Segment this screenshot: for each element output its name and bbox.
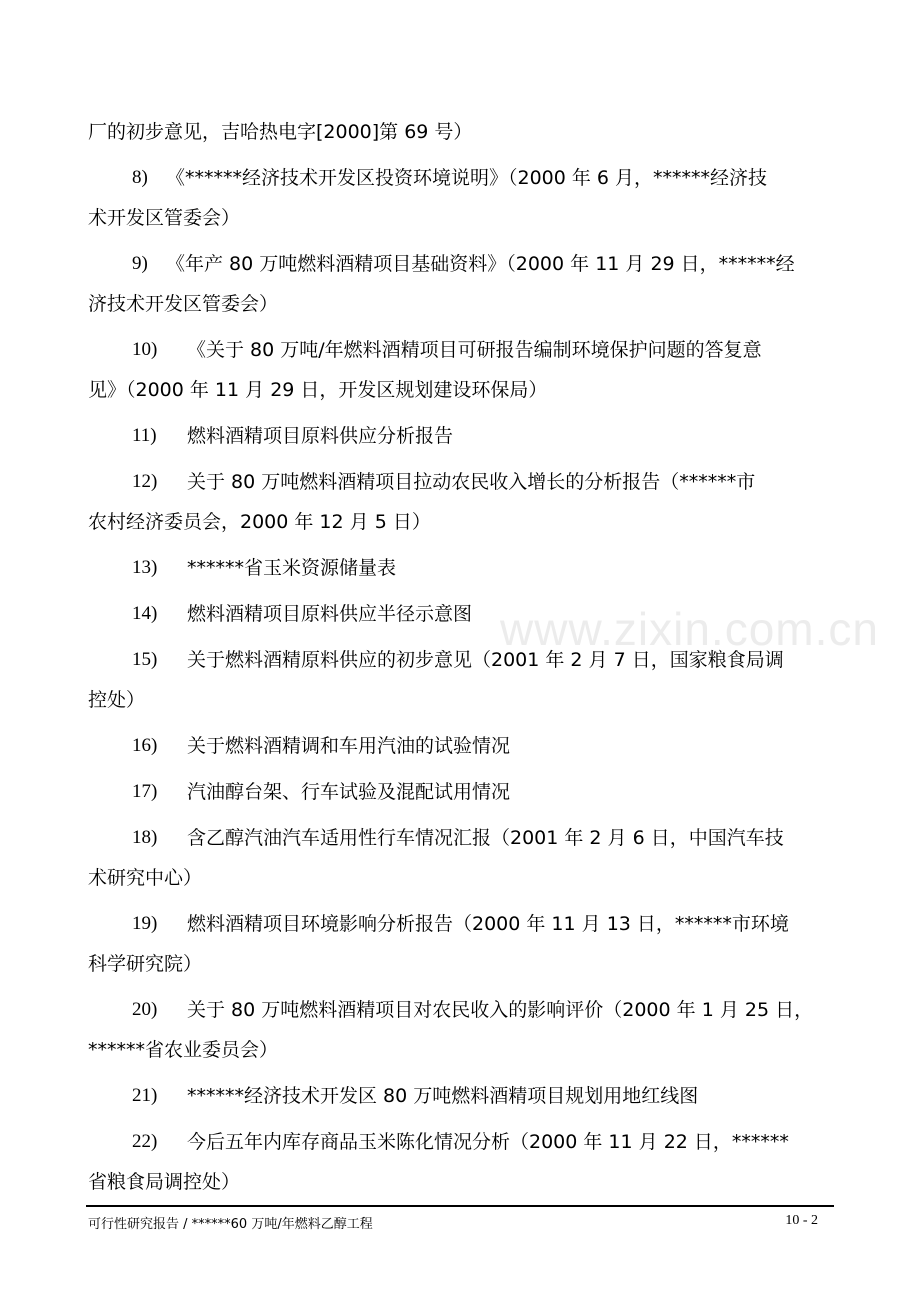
list-item-text: ******省玉米资源储量表 — [187, 557, 397, 579]
list-item-first-line — [88, 726, 836, 766]
list-item — [88, 462, 836, 542]
list-item — [88, 990, 836, 1070]
list-item-number: 10) — [132, 339, 158, 360]
list-item-text: 关于燃料酒精原料供应的初步意见（2001 年 2 月 7 日，国家粮食局调 — [187, 649, 784, 671]
list-item-text: 《关于 80 万吨/年燃料酒精项目可研报告编制环境保护问题的答复意 — [187, 339, 762, 361]
list-item-first-line — [88, 594, 836, 634]
list-item-number: 16) — [132, 735, 158, 756]
list-item-number: 9) — [132, 253, 148, 274]
list-item-number: 19) — [132, 913, 158, 934]
list-item-text: 燃料酒精项目原料供应半径示意图 — [187, 603, 473, 625]
footer-page-number: 10 - 2 — [785, 1213, 818, 1228]
list-item-first-line — [88, 548, 836, 588]
list-item-text: 汽油醇台架、行车试验及混配试用情况 — [187, 781, 511, 803]
list-item-text: 《年产 80 万吨燃料酒精项目基础资料》（2000 年 11 月 29 日，******经 — [166, 253, 795, 275]
list-item-text: 关于 80 万吨燃料酒精项目对农民收入的影响评价（2000 年 1 月 25 日， — [187, 999, 814, 1021]
list-item-continuation: 控处） — [88, 689, 146, 711]
list-item-number: 14) — [132, 603, 158, 624]
list-item — [88, 330, 836, 410]
footer-document-title: 可行性研究报告 / ******60 万吨/年燃料乙醇工程 — [88, 1217, 373, 1232]
list-item-continuation: 农村经济委员会，2000 年 12 月 5 日） — [88, 511, 431, 533]
list-item-first-line — [88, 640, 836, 680]
list-item-continuation: 济技术开发区管委会） — [88, 293, 279, 315]
list-item-text: 燃料酒精项目环境影响分析报告（2000 年 11 月 13 日，******市环境 — [187, 913, 789, 935]
list-item — [88, 640, 836, 720]
list-item — [88, 548, 836, 588]
list-item — [88, 818, 836, 898]
list-item-first-line — [88, 244, 836, 284]
list-item — [88, 416, 836, 456]
list-item-first-line — [88, 1122, 836, 1162]
list-item-first-line — [88, 818, 836, 858]
list-item-first-line — [88, 416, 836, 456]
list-item-first-line — [88, 990, 836, 1030]
text-line: 厂的初步意见，吉哈热电字[2000]第 69 号） — [88, 121, 473, 143]
list-item — [88, 904, 836, 984]
list-item-continuation: ******省农业委员会） — [88, 1039, 279, 1061]
list-item-continuation: 省粮食局调控处） — [88, 1171, 241, 1193]
list-item — [88, 594, 836, 634]
list-item-text: 关于 80 万吨燃料酒精项目拉动农民收入增长的分析报告（******市 — [187, 471, 756, 493]
list-item-number: 18) — [132, 827, 158, 848]
list-item-continuation: 术研究中心） — [88, 867, 203, 889]
list-item-text: 含乙醇汽油汽车适用性行车情况汇报（2001 年 2 月 6 日，中国汽车技 — [187, 827, 784, 849]
list-item-first-line — [88, 462, 836, 502]
list-item — [88, 1076, 836, 1116]
list-item-number: 11) — [132, 425, 157, 446]
list-item — [88, 726, 836, 766]
list-item-number: 8) — [132, 167, 148, 188]
list-item-number: 15) — [132, 649, 158, 670]
list-item-number: 13) — [132, 557, 158, 578]
watermark: www.zixin.com.cn — [500, 603, 879, 655]
list-item — [88, 772, 836, 812]
list-item-first-line — [88, 904, 836, 944]
list-item-number: 17) — [132, 781, 158, 802]
list-item-text: 今后五年内库存商品玉米陈化情况分析（2000 年 11 月 22 日，****** — [187, 1131, 789, 1153]
list-item-first-line — [88, 158, 836, 198]
list-item-continuation: 术开发区管委会） — [88, 207, 241, 229]
footer-divider — [86, 1205, 834, 1207]
list-item-first-line — [88, 1076, 836, 1116]
list-item-continuation: 见》（2000 年 11 月 29 日，开发区规划建设环保局） — [88, 379, 548, 401]
list-item-text: 燃料酒精项目原料供应分析报告 — [187, 425, 454, 447]
list-item-number: 12) — [132, 471, 158, 492]
list-item — [88, 1122, 836, 1202]
list-item — [88, 158, 836, 238]
list-item-number: 20) — [132, 999, 158, 1020]
list-item-number: 22) — [132, 1131, 158, 1152]
list-item — [88, 244, 836, 324]
reference-list — [88, 112, 836, 1208]
list-item-first-line — [88, 772, 836, 812]
list-item — [88, 112, 836, 152]
list-item-continuation: 科学研究院） — [88, 953, 203, 975]
list-item-number: 21) — [132, 1085, 158, 1106]
list-item-first-line — [88, 330, 836, 370]
list-item-text: 《******经济技术开发区投资环境说明》（2000 年 6 月，******经济技 — [166, 167, 768, 189]
list-item-text: 关于燃料酒精调和车用汽油的试验情况 — [187, 735, 511, 757]
list-item-text: ******经济技术开发区 80 万吨燃料酒精项目规划用地红线图 — [187, 1085, 699, 1107]
